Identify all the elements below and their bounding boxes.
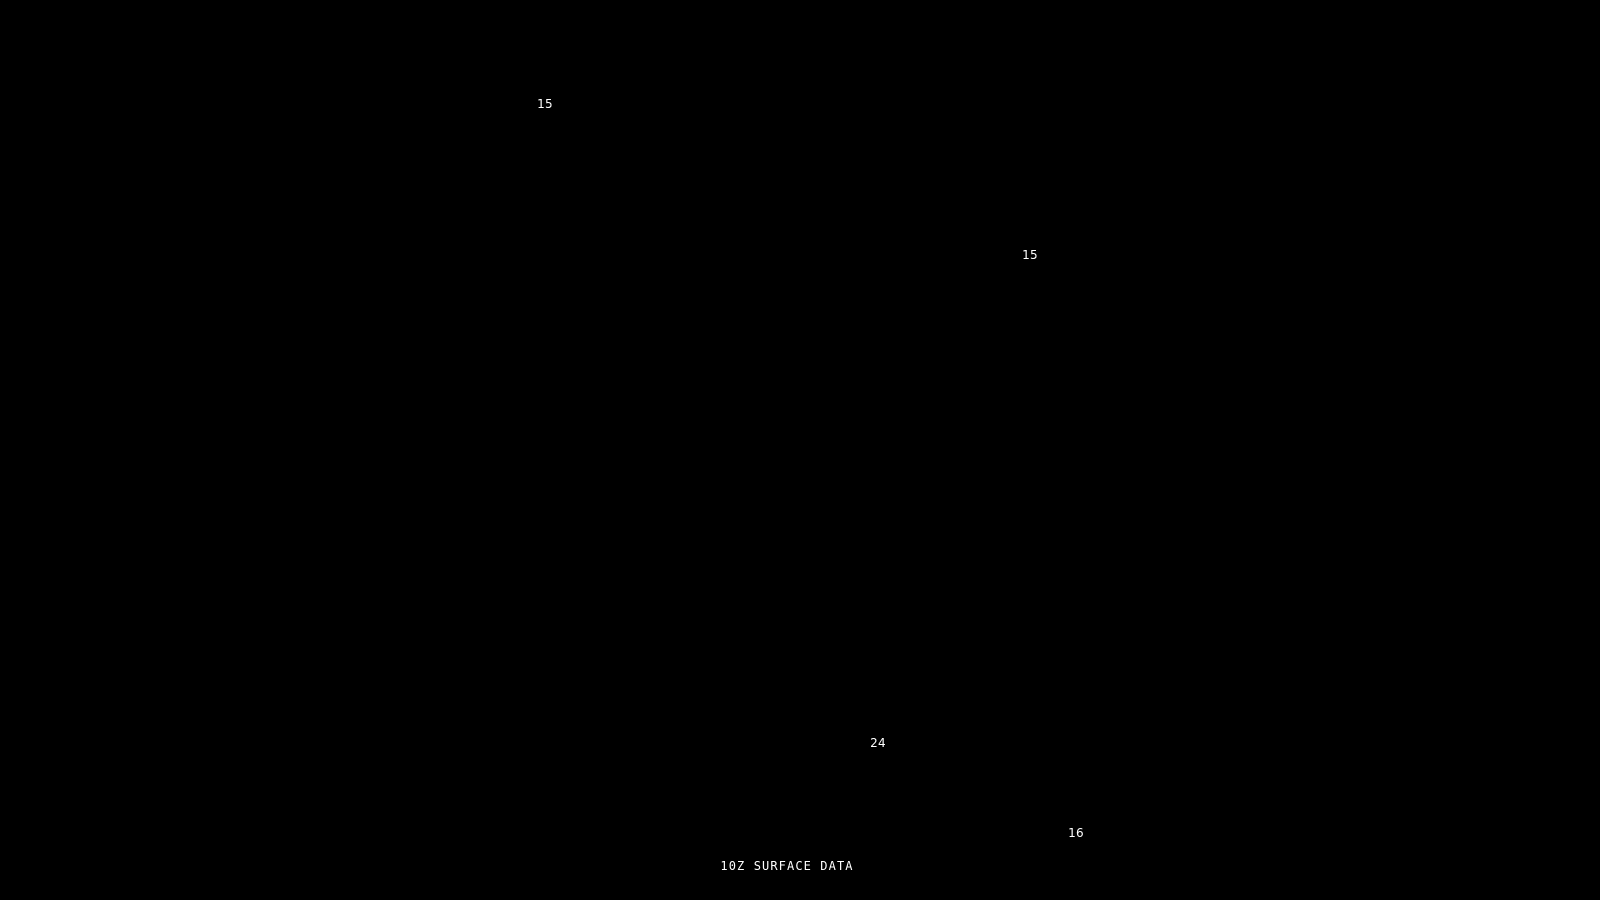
map-caption: 10Z SURFACE DATA xyxy=(720,859,854,873)
station-label: 24 xyxy=(870,736,886,750)
station-label: 16 xyxy=(1068,826,1084,840)
station-label: 15 xyxy=(1022,248,1038,262)
station-label: 15 xyxy=(537,97,553,111)
